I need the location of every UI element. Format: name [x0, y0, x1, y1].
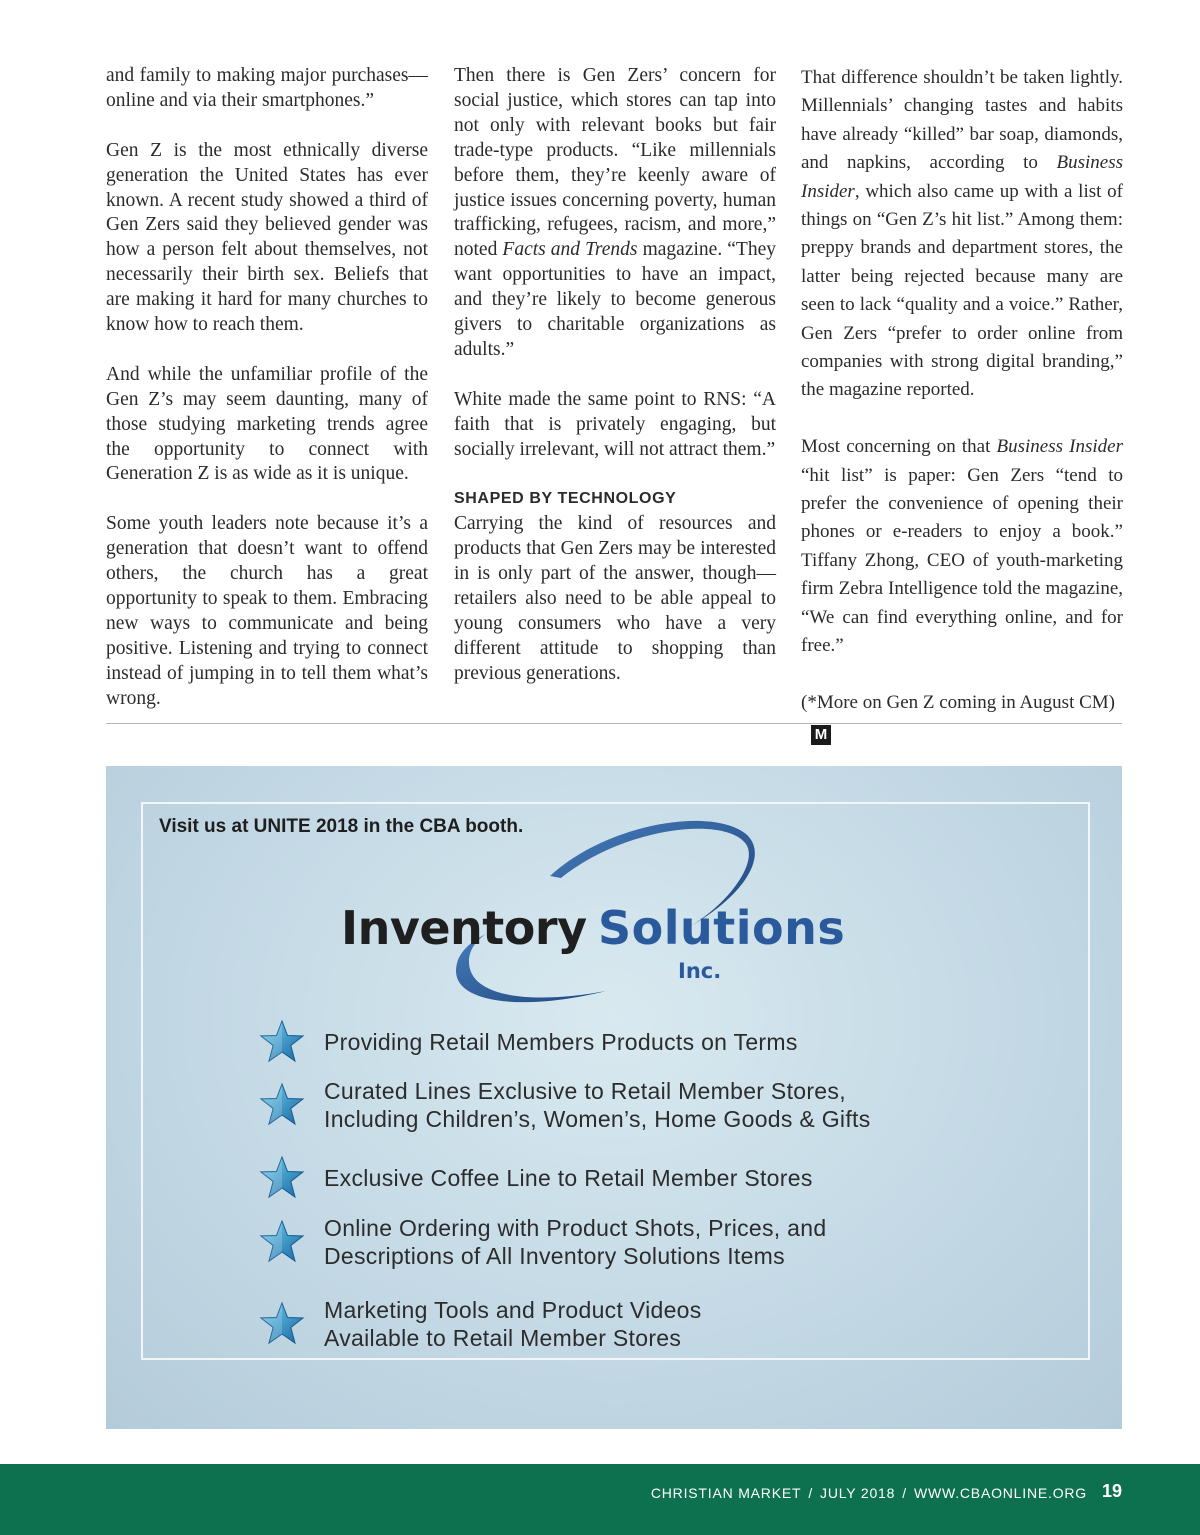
paragraph: and family to making major purchases—online and via their smartphones.” [106, 65, 428, 111]
feature-item [259, 1296, 1059, 1352]
footer-text: CHRISTIAN MARKET / JULY 2018 / WWW.CBAONLINE.ORG [650, 1485, 1087, 1501]
website-link[interactable]: WWW.CBAONLINE.ORG [913, 1485, 1087, 1501]
paragraph: Then there is Gen Zers’ concern for social justice, which stores can tap into not only with relevant books but fair trade-type products. “Like millennials before them, they’re keenly aware of justice issues concerning poverty, human trafficking, refugees, racism, and more,” noted Facts and Trends magazine. “They want opportunities to have an impact, and they’re likely to become generous givers to charitable organizations as adults.” [454, 65, 776, 360]
star-icon [259, 1155, 305, 1201]
paragraph: Some youth leaders note because it’s a generation that doesn’t want to offend others, the church has a great opportunity to speak to them. Embracing new ways to communicate and being positive. Listening and trying to connect instead of jumping in to tell them what’s wrong. [106, 513, 428, 709]
feature-item [259, 1019, 1059, 1065]
star-icon [259, 1301, 305, 1347]
star-icon [259, 1082, 305, 1128]
logo-word-inventory: Inventory [341, 901, 587, 955]
end-mark-icon: M [811, 725, 831, 745]
logo-word-solutions: Solutions [598, 901, 846, 955]
feature-line: Available to Retail Member Stores [324, 1325, 682, 1351]
paragraph: White made the same point to RNS: “A faith that is privately engaging, but socially irrelevant, will not attract them.” [454, 388, 776, 460]
section-subhead: SHAPED BY TECHNOLOGY [454, 490, 677, 508]
article-column-3 [801, 64, 1123, 746]
feature-line: Marketing Tools and Product Videos [324, 1297, 702, 1323]
feature-item [259, 1214, 1059, 1270]
feature-line: Including Children’s, Women’s, Home Goods & Gifts [324, 1106, 871, 1132]
paragraph: That difference shouldn’t be taken lightly. Millennials’ changing tastes and habits have already “killed” bar soap, diamonds, and napkins, according to Business Insider, which also came up with a list of things on “Gen Z’s hit list.” Among them: preppy brands and department stores, the latter being rejected because many are seen to lack “quality and a voice.” Rather, Gen Zers “prefer to order online from companies with strong digital branding,” the magazine reported. [801, 67, 1123, 401]
publication-name: Facts and Trends [502, 239, 638, 261]
divider-rule [106, 723, 1122, 724]
paragraph: Gen Z is the most ethnically diverse generation the United States has ever known. A recent study showed a third of Gen Zers said they believed gender was how a person felt about themselves, not necessarily their birth sex. Beliefs that are making it hard for many churches to know how to reach them. [106, 139, 428, 336]
publication-name: Business Insider [996, 436, 1123, 458]
paragraph: (*More on Gen Z coming in August CM)M [801, 691, 1116, 744]
feature-line: Curated Lines Exclusive to Retail Member Stores, [324, 1078, 846, 1104]
feature-text [324, 1296, 702, 1352]
feature-text [324, 1077, 871, 1133]
logo-inc: Inc. [678, 959, 722, 983]
publication-name: Business Insider [801, 152, 1123, 202]
feature-item [259, 1077, 1059, 1133]
star-icon [259, 1019, 305, 1065]
feature-line: Descriptions of All Inventory Solutions Items [324, 1243, 785, 1269]
feature-item [259, 1155, 1059, 1201]
star-icon [259, 1219, 305, 1265]
issue-date: JULY 2018 [820, 1485, 896, 1501]
paragraph: And while the unfamiliar profile of the Gen Z’s may seem daunting, many of those studying marketing trends agree the opportunity to connect with Generation Z is as wide as it is unique. [106, 363, 428, 485]
article-column-2 [454, 64, 776, 687]
page-footer [0, 1464, 1200, 1535]
page-number: 19 [1101, 1481, 1122, 1501]
feature-line: Exclusive Coffee Line to Retail Member Stores [324, 1165, 813, 1191]
inventory-solutions-ad [106, 766, 1122, 1429]
ad-visit-text: Visit us at UNITE 2018 in the CBA booth. [159, 816, 524, 837]
paragraph: Most concerning on that Business Insider “hit list” is paper: Gen Zers “tend to prefer the convenience of opening their phones or e-readers to enjoy a book.” Tiffany Zhong, CEO of youth-marketing firm Zebra Intelligence told the magazine, “We can find everything online, and for free.” [801, 436, 1123, 657]
feature-line: Providing Retail Members Products on Terms [324, 1029, 798, 1055]
paragraph: Carrying the kind of resources and products that Gen Zers may be interested in is only part of the answer, though—retailers also need to be able appeal to young consumers who have a very different attitude to shopping than previous generations. [454, 513, 776, 684]
feature-line: Online Ordering with Product Shots, Prices, and [324, 1215, 827, 1241]
article-column-1 [106, 64, 428, 712]
feature-text [324, 1214, 826, 1270]
feature-text [324, 1028, 798, 1056]
publication-title: CHRISTIAN MARKET [650, 1485, 802, 1501]
feature-text [324, 1164, 813, 1192]
